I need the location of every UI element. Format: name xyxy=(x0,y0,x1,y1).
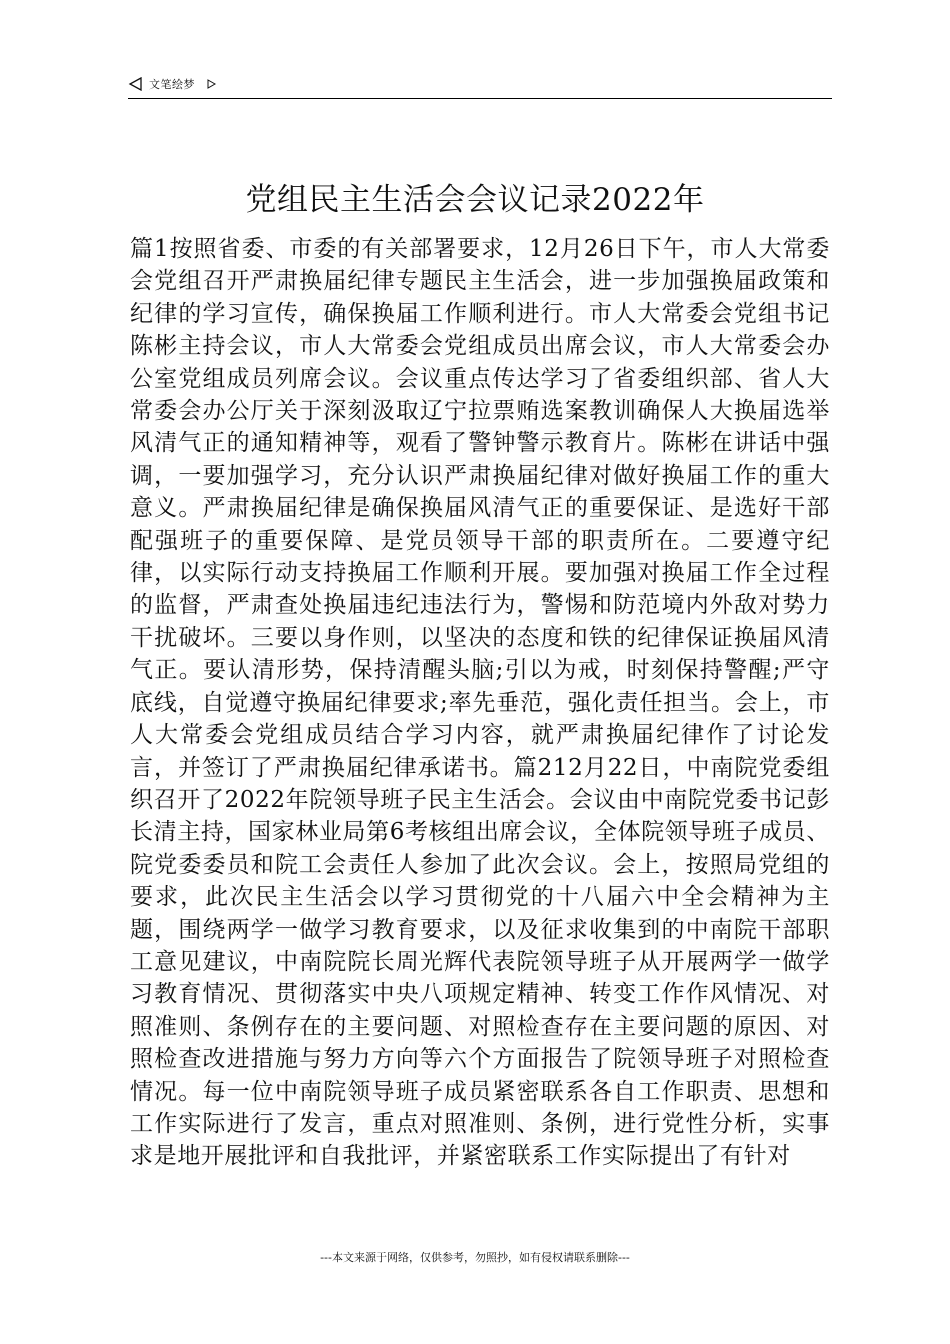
document-body: 篇1按照省委、市委的有关部署要求，12月26日下午，市人大常委会党组召开严肃换届纪律专题民主生活会，进一步加强换届政策和纪律的学习宣传，确保换届工作顺利进行。市人大常委会党组书记陈彬主持会议，市人大常委会党组成员出席会议，市人大常委会办公室党组成员列席会议。会议重点传达学习了省委组织部、省人大常委会办公厅关于深刻汲取辽宁拉票贿选案教训确保人大换届选举风清气正的通知精神等，观看了警钟警示教育片。陈彬在讲话中强调，一要加强学习，充分认识严肃换届纪律对做好换届工作的重大意义。严肃换届纪律是确保换届风清气正的重要保证、是选好干部配强班子的重要保障、是党员领导干部的职责所在。二要遵守纪律，以实际行动支持换届工作顺利开展。要加强对换届工作全过程的监督，严肃查处换届违纪违法行为，警惕和防范境内外敌对势力干扰破坏。三要以身作则，以坚决的态度和铁的纪律保证换届风清气正。要认清形势，保持清醒头脑;引以为戒，时刻保持警醒;严守底线，自觉遵守换届纪律要求;率先垂范，强化责任担当。会上，市人大常委会党组成员结合学习内容，就严肃换届纪律作了讨论发言，并签订了严肃换届纪律承诺书。篇212月22日，中南院党委组织召开了2022年院领导班子民主生活会。会议由中南院党委书记彭长清主持，国家林业局第6考核组出席会议，全体院领导班子成员、院党委委员和院工会责任人参加了此次会议。会上，按照局党组的要求，此次民主生活会以学习贯彻党的十八届六中全会精神为主题，围绕两学一做学习教育要求，以及征求收集到的中南院干部职工意见建议，中南院院长周光辉代表院领导班子从开展两学一做学习教育情况、贯彻落实中央八项规定精神、转变工作作风情况、对照准则、条例存在的主要问题、对照检查存在主要问题的原因、对照检查改进措施与努力方向等六个方面报告了院领导班子对照检查情况。每一位中南院领导班子成员紧密联系各自工作职责、思想和工作实际进行了发言，重点对照准则、条例，进行党性分析，实事求是地开展批评和自我批评，并紧密联系工作实际提出了有针对 xyxy=(130,236,830,1170)
triangle-right-outline-icon xyxy=(207,79,216,89)
footer-notice: ---本文来源于网络，仅供参考，勿照抄，如有侵权请联系删除--- xyxy=(320,1251,630,1264)
brand-text: 文笔绘梦 xyxy=(149,78,195,91)
page-header xyxy=(128,74,832,99)
header-brand xyxy=(128,76,216,92)
document-title: 党组民主生活会会议记录2022年 xyxy=(245,182,705,218)
triangle-left-outline-icon xyxy=(128,77,143,91)
